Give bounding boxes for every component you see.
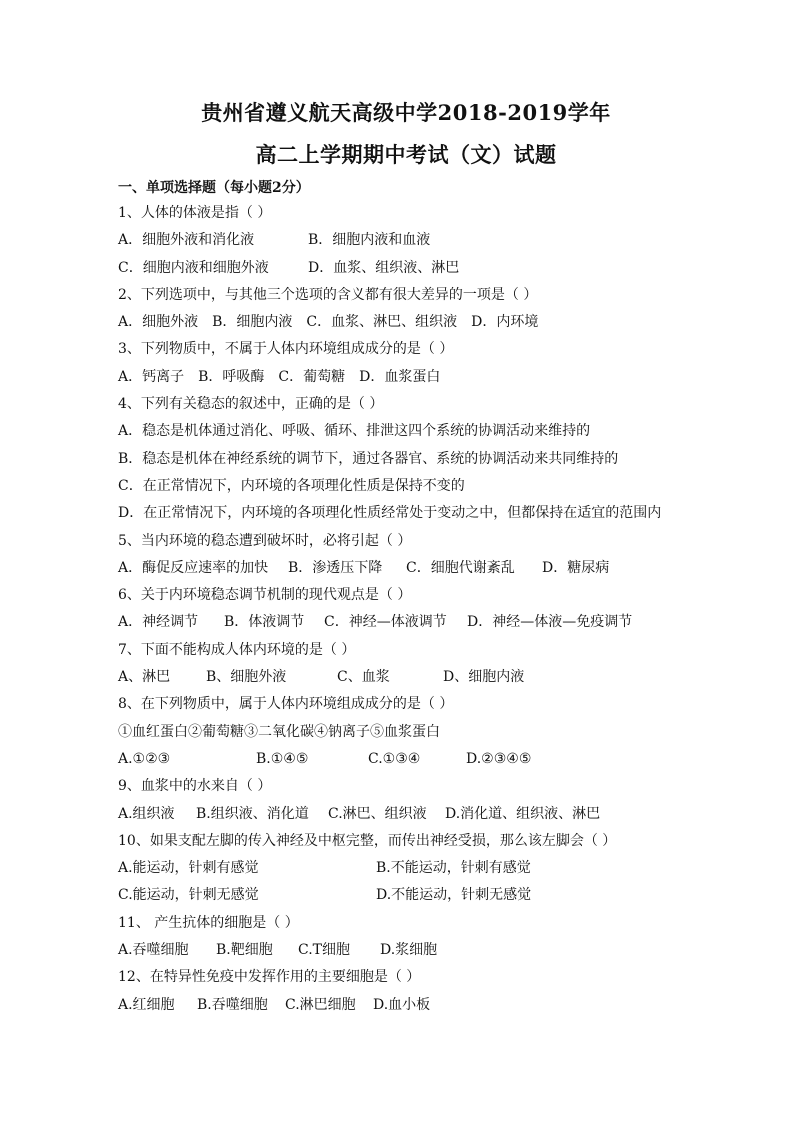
question-stem: 7、下面不能构成人体内环境的是（ ） [118,641,356,658]
option-a: A.组织液 [118,805,175,822]
option-b: B．细胞内液 [212,314,293,331]
option-d: D.血小板 [373,996,431,1013]
question-11 [118,910,694,965]
option-b: B.吞噬细胞 [197,996,268,1013]
question-stem: 5、当内环境的稳态遭到破坏时，必将引起（ ） [118,532,412,549]
options-row [118,992,694,1019]
option-c: C．在正常情况下，内环境的各项理化性质是保持不变的 [118,477,465,494]
option-a: A．细胞外液和消化液 [118,232,255,249]
options-row [118,882,694,909]
option-d: D．血浆蛋白 [359,368,441,385]
options-row [118,255,694,282]
question-stem: 9、血浆中的水来自（ ） [118,778,272,795]
question-4 [118,391,694,527]
option-c: C.淋巴细胞 [285,996,356,1013]
option-b: B.不能运动，针刺有感觉 [376,860,531,877]
question-9 [118,773,694,828]
option-c: C.能运动，针刺无感觉 [118,887,259,904]
question-stem: 12、在特异性免疫中发挥作用的主要细胞是（ ） [118,969,421,986]
options-row [118,364,694,391]
option-a: A.红细胞 [118,996,175,1013]
option-a: A.能运动，针刺有感觉 [118,860,259,877]
option-b: B.①④⑤ [256,750,309,767]
option-b: B．呼吸酶 [198,368,265,385]
options-row [118,664,694,691]
option-c: C．血浆、淋巴、组织液 [306,314,458,331]
option-c: C．细胞代谢紊乱 [406,559,515,576]
option-c: C．神经—体液调节 [324,614,447,631]
option-d: D.②③④⑤ [466,750,532,767]
question-6 [118,582,694,637]
question-stem: 6、关于内环境稳态调节机制的现代观点是（ ） [118,587,412,604]
question-stem: 10、如果支配左脚的传入神经及中枢完整，而传出神经受损，那么该左脚会（ ） [118,832,617,849]
option-b: B.组织液、消化道 [196,805,309,822]
question-2 [118,282,694,337]
option-a: A、淋巴 [118,669,171,686]
option-b: B．渗透压下降 [288,559,383,576]
option-b: B．稳态是机体在神经系统的调节下，通过各器官、系统的协调活动来共同维持的 [118,450,619,467]
options-row [118,801,694,828]
option-a: A.①②③ [118,750,171,767]
option-b: B、细胞外液 [206,669,287,686]
question-stem: 2、下列选项中，与其他三个选项的含义都有很大差异的一项是（ ） [118,286,538,303]
question-stem: 11、 产生抗体的细胞是（ ） [118,914,299,931]
question-stem: 8、在下列物质中，属于人体内环境组成成分的是（ ） [118,696,454,713]
question-items: ①血红蛋白②葡萄糖③二氧化碳④钠离子⑤血浆蛋白 [118,723,440,740]
option-c: C.淋巴、组织液 [328,805,427,822]
option-d: D．血浆、组织液、淋巴 [308,259,460,276]
question-1 [118,200,694,282]
page-subtitle: 高二上学期期中考试（文）试题 [255,142,557,167]
page-title: 贵州省遵义航天高级中学2018-2019学年 [201,100,611,125]
question-stem: 3、下列物质中，不属于人体内环境组成成分的是（ ） [118,341,454,358]
option-d: D、细胞内液 [443,669,525,686]
option-b: B．体液调节 [224,614,305,631]
option-d: D.消化道、组织液、淋巴 [445,805,601,822]
option-c: C、血浆 [337,669,390,686]
option-d: D.浆细胞 [380,942,438,959]
options-row [118,937,694,964]
option-a: A.吞噬细胞 [118,942,189,959]
option-c: C．葡萄糖 [278,368,346,385]
question-3 [118,336,694,391]
option-d: D．糖尿病 [542,559,610,576]
option-c: C．细胞内液和细胞外液 [118,259,269,276]
question-stem: 1、人体的体液是指（ ） [118,205,272,221]
options-row [118,309,694,336]
option-b: B.靶细胞 [216,942,273,959]
question-8 [118,691,694,773]
question-7 [118,637,694,692]
option-d: D.不能运动，针刺无感觉 [376,887,532,904]
section-heading: 一、单项选择题（每小题2分） [118,180,310,196]
option-a: A．钙离子 [118,368,185,385]
options-row [118,746,694,773]
options-row [118,855,694,882]
question-5 [118,528,694,583]
question-10 [118,828,694,910]
options-row [118,555,694,582]
question-12 [118,964,694,1019]
option-a: A．酶促反应速率的加快 [118,559,269,576]
question-stem: 4、下列有关稳态的叙述中，正确的是（ ） [118,396,384,413]
option-d: D．内环境 [471,314,539,331]
option-a: A．细胞外液 [118,314,199,331]
option-b: B．细胞内液和血液 [308,232,431,249]
option-c: C.T细胞 [298,942,351,959]
option-c: C.①③④ [368,750,421,767]
option-d: D．神经—体液—免疫调节 [467,614,633,631]
options-row [118,609,694,636]
option-a: A．神经调节 [118,614,199,631]
option-a: A．稳态是机体通过消化、呼吸、循环、排泄这四个系统的协调活动来维持的 [118,423,591,440]
options-row [118,227,694,254]
option-d: D．在正常情况下，内环境的各项理化性质经常处于变动之中，但都保持在适宜的范围内 [118,505,662,522]
